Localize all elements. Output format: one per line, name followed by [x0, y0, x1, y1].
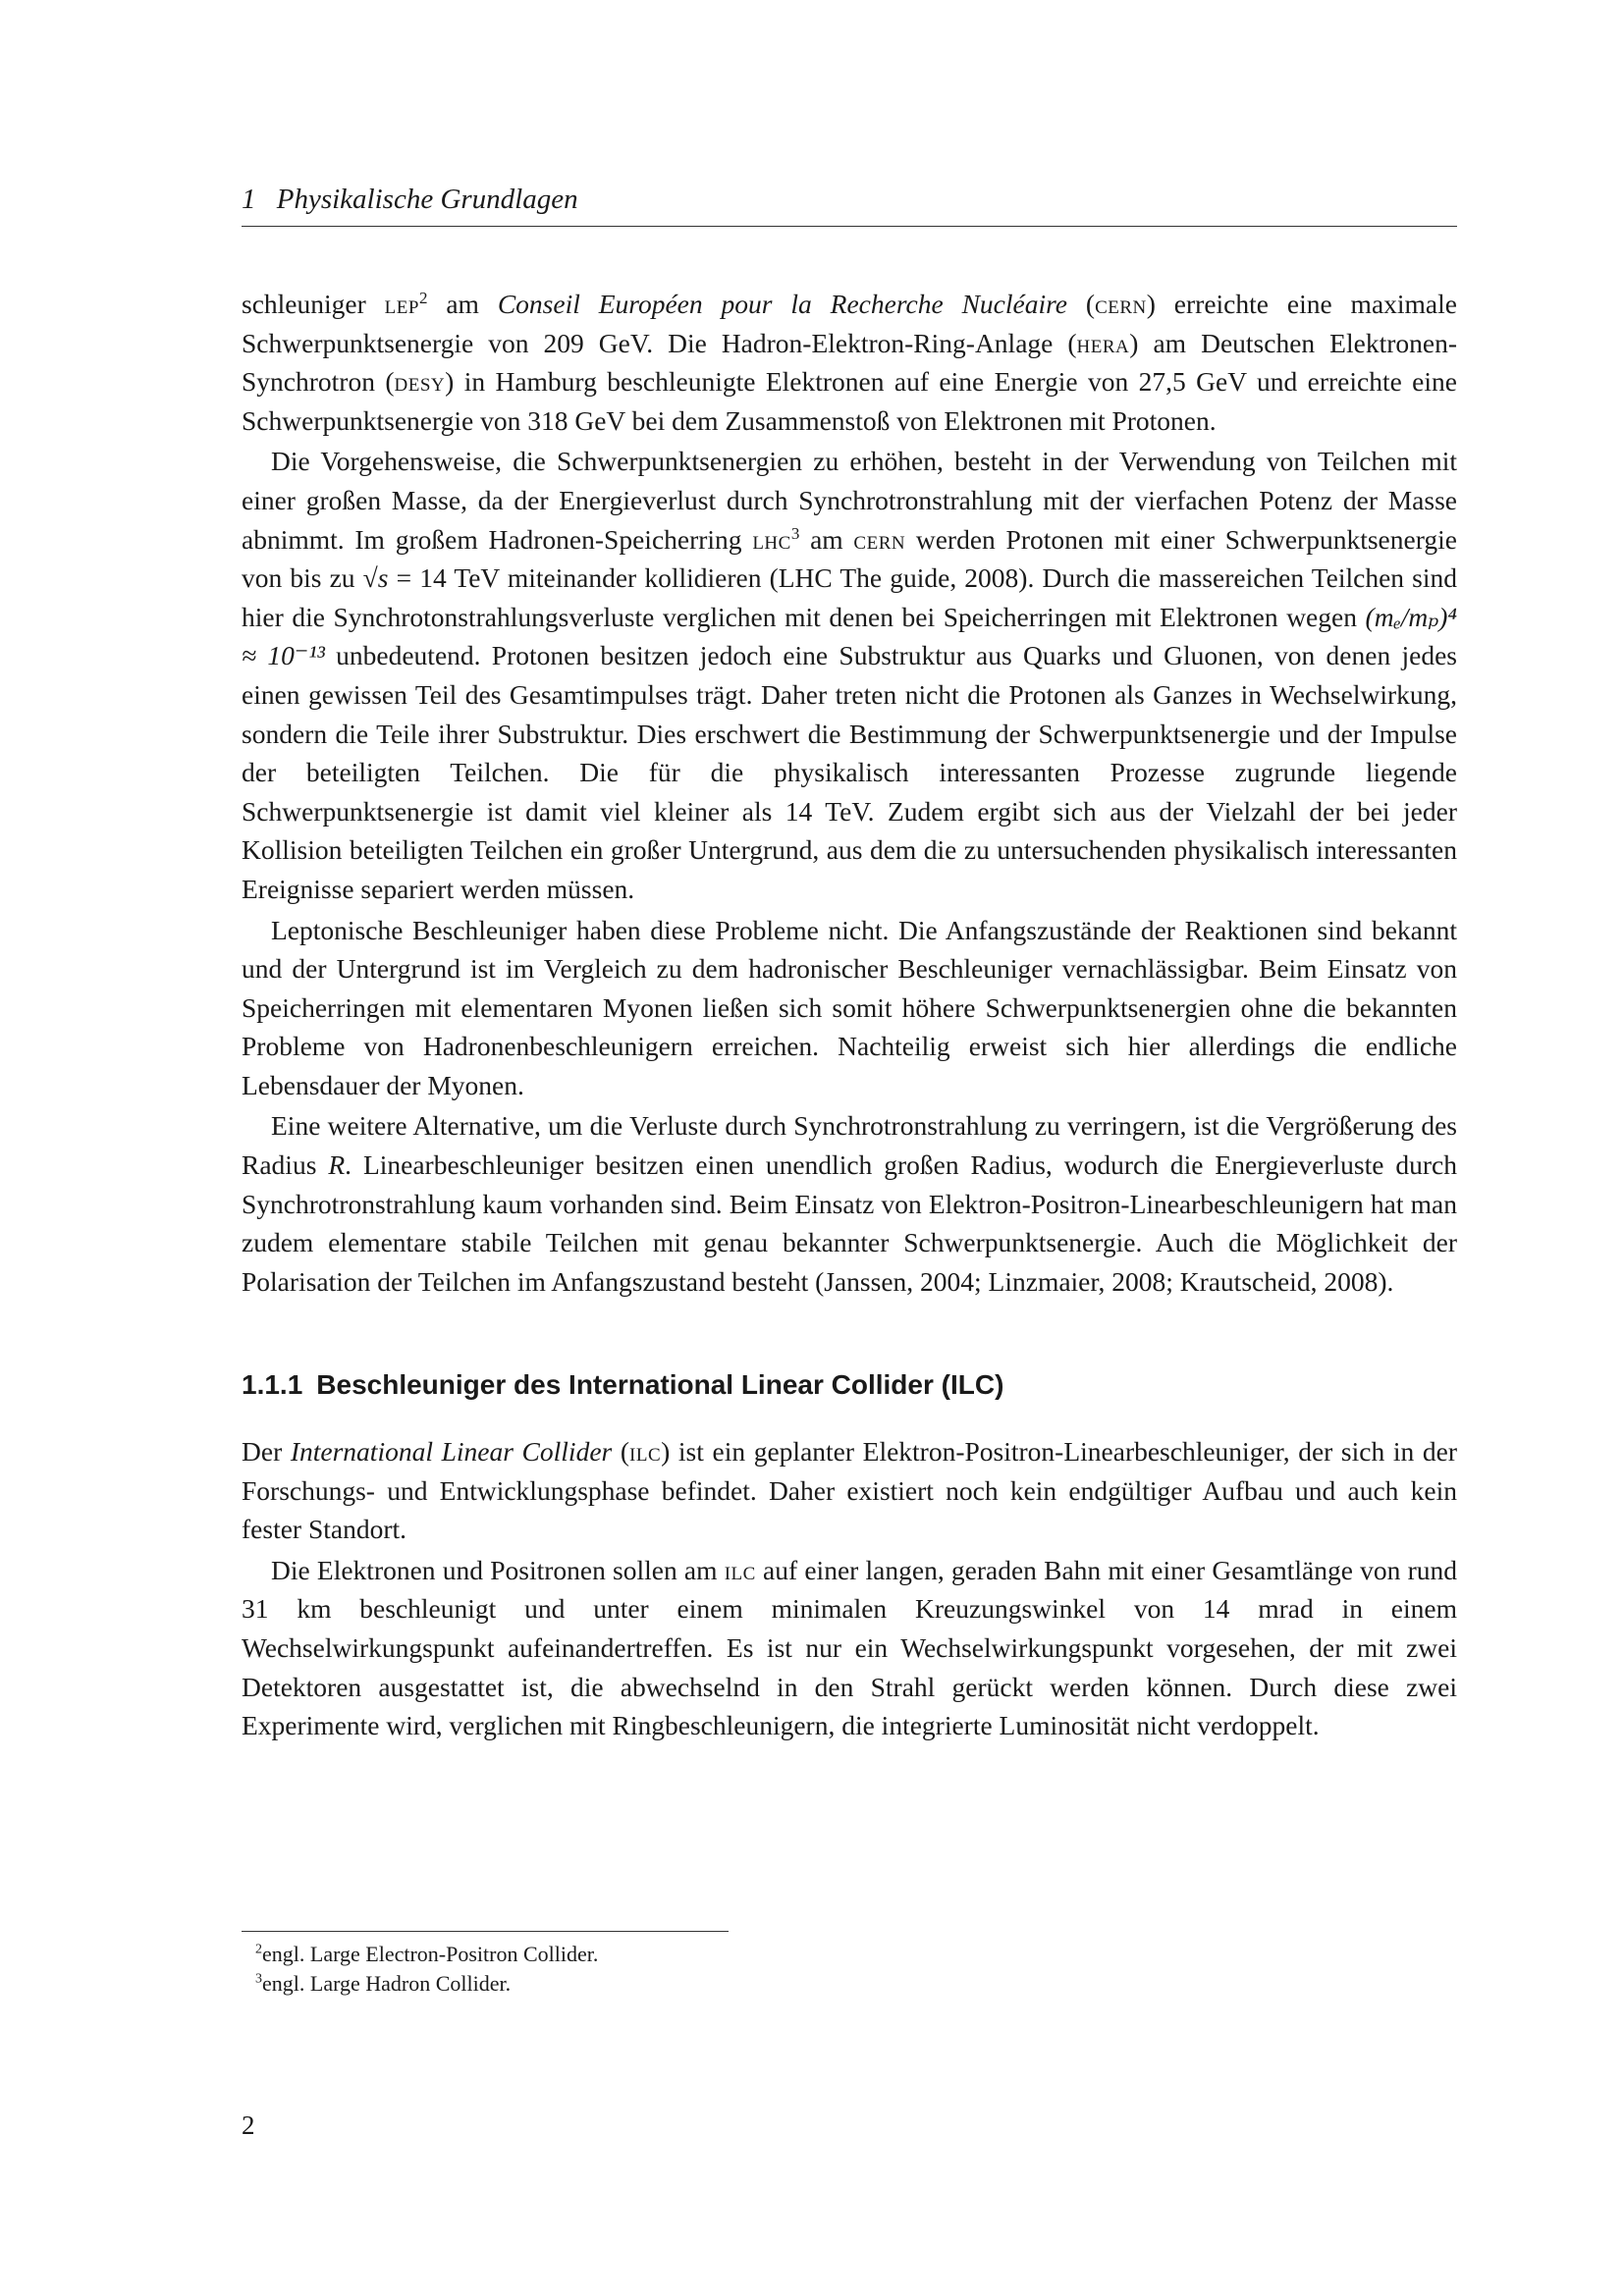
- chapter-number: 1: [242, 184, 256, 215]
- paragraph: [242, 285, 1457, 440]
- footnote: [255, 1940, 598, 1969]
- chapter-title: Physikalische Grundlagen: [276, 184, 578, 215]
- cern-full-name: Conseil Européen pour la Recherche Nucléaire: [497, 289, 1067, 319]
- text: am: [799, 523, 854, 555]
- ilc-full-name: International Linear Collider: [290, 1436, 613, 1468]
- footnote-mark: 2: [255, 1942, 262, 1957]
- text: werden Protonen mit einer Schwerpunktsenergie von bis zu: [242, 523, 1457, 594]
- paragraph: [242, 1551, 1457, 1745]
- abbrev-cern: cern: [853, 523, 906, 555]
- text: schleuniger: [242, 289, 385, 319]
- text: am: [427, 289, 498, 319]
- footnote-mark: 3: [255, 1971, 262, 1987]
- footnote: [255, 1969, 598, 1999]
- abbrev-ilc: ilc: [629, 1436, 662, 1468]
- abbrev-hera: hera: [1076, 327, 1130, 358]
- math-radius: R: [328, 1149, 346, 1181]
- running-header: [242, 183, 1457, 227]
- paragraph: [242, 1432, 1457, 1549]
- paragraph: [242, 442, 1457, 908]
- page-number: 2: [242, 2110, 255, 2140]
- paragraph: [242, 1106, 1457, 1301]
- text: auf einer langen, geraden Bahn mit einer Gesamtlänge von rund 31 km beschleunigt und unter einem minimalen Kreuzungswinkel von 14 mrad in einem Wechselwirkungspunkt aufeinandertreffen. Es ist nur ein Wechselwirkungspunkt vorgesehen, der mit zwei Detektoren ausgestattet ist, die abwechselnd in den Strahl gerückt werden können. Durch diese zwei Experimente wird, verglichen mit Ringbeschleunigern, die integrierte Luminosität nicht verdoppelt.: [242, 1554, 1458, 1741]
- footnote-ref[interactable]: 3: [790, 523, 800, 543]
- text: Die Elektronen und Positronen sollen am: [271, 1554, 725, 1585]
- math-sqrt-s: √s: [362, 562, 389, 594]
- footnote-divider: [242, 1931, 729, 1932]
- text: unbedeutend. Protonen besitzen jedoch eine Substruktur aus Quarks und Gluonen, von denen jedes einen gewissen Teil des Gesamtimpulses trägt. Daher treten nicht die Protonen als Ganzes in Wechselwirkung, sondern die Teile ihrer Substruktur. Dies erschwert die Bestimmung der Schwerpunktsenergie und der Impulse der beteiligten Teilchen. Die für die physikalisch interessanten Prozesse zugrunde liegende Schwerpunktsenergie ist damit viel kleiner als 14 TeV. Zudem ergibt sich aus der Vielzahl der bei jeder Kollision beteiligten Teilchen ein großer Untergrund, aus dem die zu untersuchenden physikalisch interessanten Ereignisse separiert werden müssen.: [242, 640, 1457, 904]
- footnote-text: engl. Large Hadron Collider.: [262, 1971, 512, 1996]
- text: Eine weitere Alternative, um die Verluste durch Synchrotronstrahlung zu verringern, ist die Vergrößerung des Radius: [242, 1110, 1457, 1181]
- text: Die Vorgehensweise, die Schwerpunktsenergien zu erhöhen, besteht in der Verwendung von Teilchen mit einer großen Masse, da der Energieverlust durch Synchrotronstrahlung mit der vierfachen Potenz der Masse abnimmt. Im großem Hadronen-Speicherring: [242, 446, 1457, 555]
- paragraph: Leptonische Beschleuniger haben diese Probleme nicht. Die Anfangszustände der Reaktionen sind bekannt und der Untergrund ist im Vergleich zu dem hadronischer Beschleuniger vernachlässigbar. Beim Einsatz von Speicherringen mit elementaren Myonen ließen sich somit höhere Schwerpunktsenergien ohne die bekannten Probleme von Hadronenbeschleunigern erreichen. Nachteilig erweist sich hier allerdings die endliche Lebensdauer der Myonen.: [242, 914, 1457, 1100]
- text: ) in Hamburg beschleunigte Elektronen auf eine Energie von 27,5 GeV und erreichte eine Schwerpunktsenergie von 318 GeV bei dem Zusammenstoß von Elektronen mit Protonen.: [242, 366, 1457, 436]
- section-number: 1.1.1: [242, 1369, 303, 1401]
- section-title: Beschleuniger des International Linear Collider (ILC): [316, 1369, 1004, 1401]
- text: = 14 TeV miteinander kollidieren (LHC The guide, 2008). Durch die massereichen Teilchen sind hier die Synchrotonstrahlungsverluste verglichen mit denen bei Speicherringen mit Elektronen wegen: [242, 562, 1457, 632]
- text: ) erreichte eine maximale Schwerpunktsenergie von 209 GeV. Die Hadron-Elektron-Ring-Anlage (: [242, 289, 1457, 358]
- footnote-text: engl. Large Electron-Positron Collider.: [262, 1942, 599, 1966]
- text: (: [1067, 289, 1096, 319]
- abbrev-cern: cern: [1095, 289, 1147, 319]
- footnote-ref[interactable]: 2: [418, 288, 428, 307]
- abbrev-lhc: lhc: [752, 523, 791, 555]
- abbrev-ilc: ilc: [724, 1554, 756, 1585]
- text: ) am Deutschen Elektronen-Synchrotron (: [242, 327, 1457, 398]
- text: ) ist ein geplanter Elektron-Positron-Linearbeschleuniger, der sich in der Forschungs- und Entwicklungsphase befindet. Daher existiert noch kein endgültiger Aufbau und auch kein fester Standort.: [242, 1436, 1457, 1545]
- footnotes: [255, 1940, 598, 1999]
- body-text: [242, 285, 1457, 1745]
- math-mass-ratio: (mₑ/mₚ)⁴ ≈ 10⁻¹³: [242, 601, 1457, 671]
- text: . Linearbeschleuniger besitzen einen unendlich großen Radius, wodurch die Energieverluste durch Synchrotronstrahlung kaum vorhanden sind. Beim Einsatz von Elektron-Positron-Linearbeschleunigern hat man zudem elementare stabile Teilchen mit genau bekannter Schwerpunktsenergie. Auch die Möglichkeit der Polarisation der Teilchen im Anfangszustand besteht (Janssen, 2004; Linzmaier, 2008; Krautscheid, 2008).: [242, 1149, 1457, 1297]
- abbrev-lep: lep: [384, 289, 419, 319]
- text: (: [612, 1436, 630, 1468]
- section-heading: [242, 1365, 1457, 1405]
- text: Der: [242, 1436, 291, 1468]
- abbrev-desy: desy: [394, 366, 446, 398]
